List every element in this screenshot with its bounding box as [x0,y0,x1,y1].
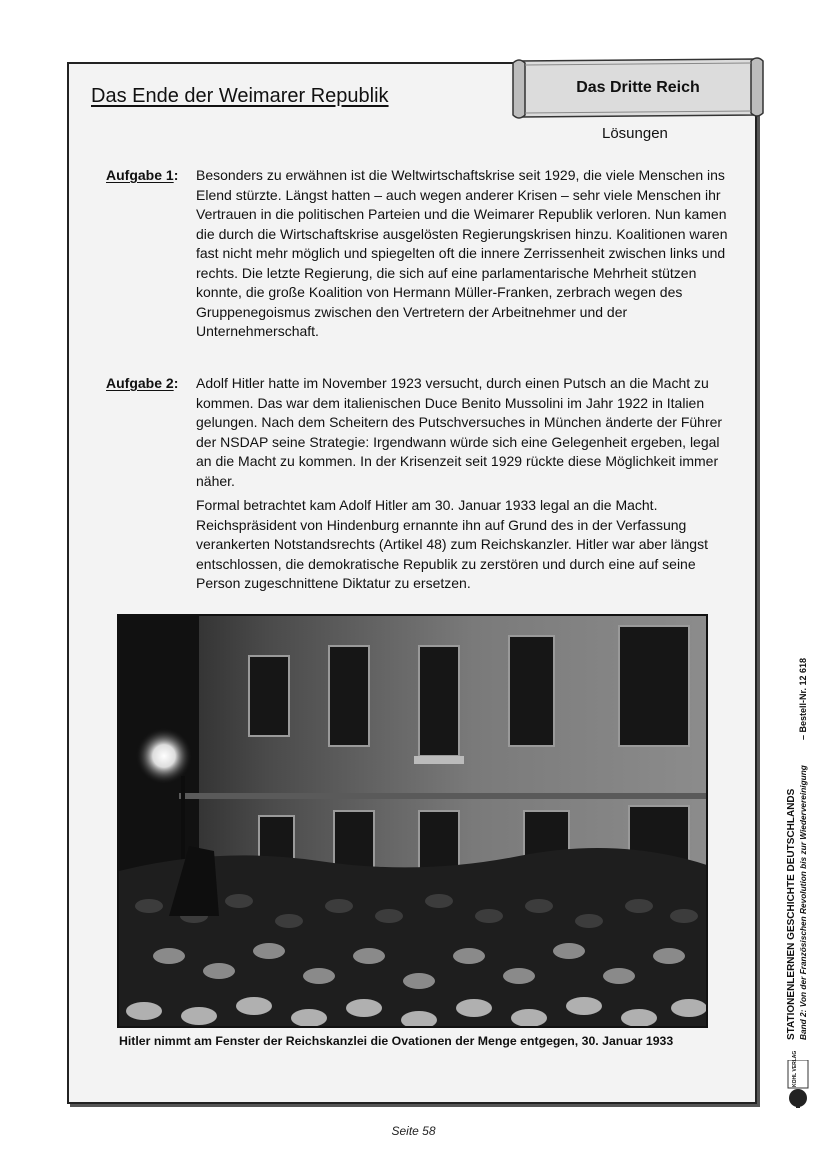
task-text-2 [196,374,731,599]
task-2-paragraph-2: Formal betrachtet kam Adolf Hitler am 30. Januar 1933 legal an die Macht. Reichspräsident von Hindenburg ernannte ihn auf Grund des in der Verfassung verankerten Notstandsrechts (Artikel 48) zum Reichskanzler. Hitler war aber längst entschlossen, die demokratische Republik zu zerstören und durch eine auf seine Person zugeschnittene Diktatur zu ersetzen. [196,497,708,591]
banner-label: Das Dritte Reich [576,79,700,96]
page-number: Seite 58 [391,1124,436,1138]
solutions-heading: Lösungen [602,125,668,142]
task-label-1: Aufgabe 1: [106,167,179,183]
publisher-name: KOHL VERLAG [792,1050,798,1087]
photo-caption: Hitler nimmt am Fenster der Reichskanzlei die Ovationen der Menge entgegen, 30. Januar 1933 [119,1034,674,1048]
sidebar-order-number: – Bestell-Nr. 12 618 [798,657,808,740]
sidebar-series: STATIONENLERNEN GESCHICHTE DEUTSCHLANDS [786,788,797,1040]
historical-photo [117,614,708,1028]
task-2-paragraph-1: Adolf Hitler hatte im November 1923 versucht, durch einen Putsch an die Macht zu kommen. Das war dem italienischen Duce Benito Mussolini im Jahr 1922 in Italien gelungen. Nach dem Scheitern des Putschversuches in München änderte der Führer der NSDAP seine Strategie: Irgendwann würde sich eine Gelegenheit ergeben, legal an die Macht zu kommen. In der Krisenzeit seit 1929 rückte diese Möglichkeit immer näher. [196,375,723,489]
task-1-paragraph: Besonders zu erwähnen ist die Weltwirtschaftskrise seit 1929, die viele Menschen ins Elend stürzte. Längst hatten – auch wegen anderer Krisen – sehr viele Menschen ihr Vertrauen in die politischen Parteien und die Weimarer Republik verloren. Nun kamen die durch die Wirtschaftskrise ausgelösten Regierungskrisen hinzu. Koalitionen waren fast nicht mehr möglich und spiegelten oft die innere Zerrissenheit zwischen links und rechts. Die letzte Regierung, die sich auf eine parlamentarische Mehrheit stützen konnte, die große Koalition von Hermann Müller-Franken, zerbrach wegen des Gruppenegoismus zwischen den Vertretern der Arbeitnehmer und der Unternehmerschaft. [196,167,728,339]
banner-scroll [511,55,765,121]
page-title: Das Ende der Weimarer Republik [91,85,389,107]
tree-icon [786,1060,810,1108]
photo-illustration [119,616,708,1028]
sidebar-band: Band 2: Von der Französischen Revolution bis zur Wiedervereinigung [798,765,808,1040]
task-text-1 [196,166,731,347]
publisher-logo [786,1050,810,1108]
task-label-2: Aufgabe 2: [106,375,179,391]
